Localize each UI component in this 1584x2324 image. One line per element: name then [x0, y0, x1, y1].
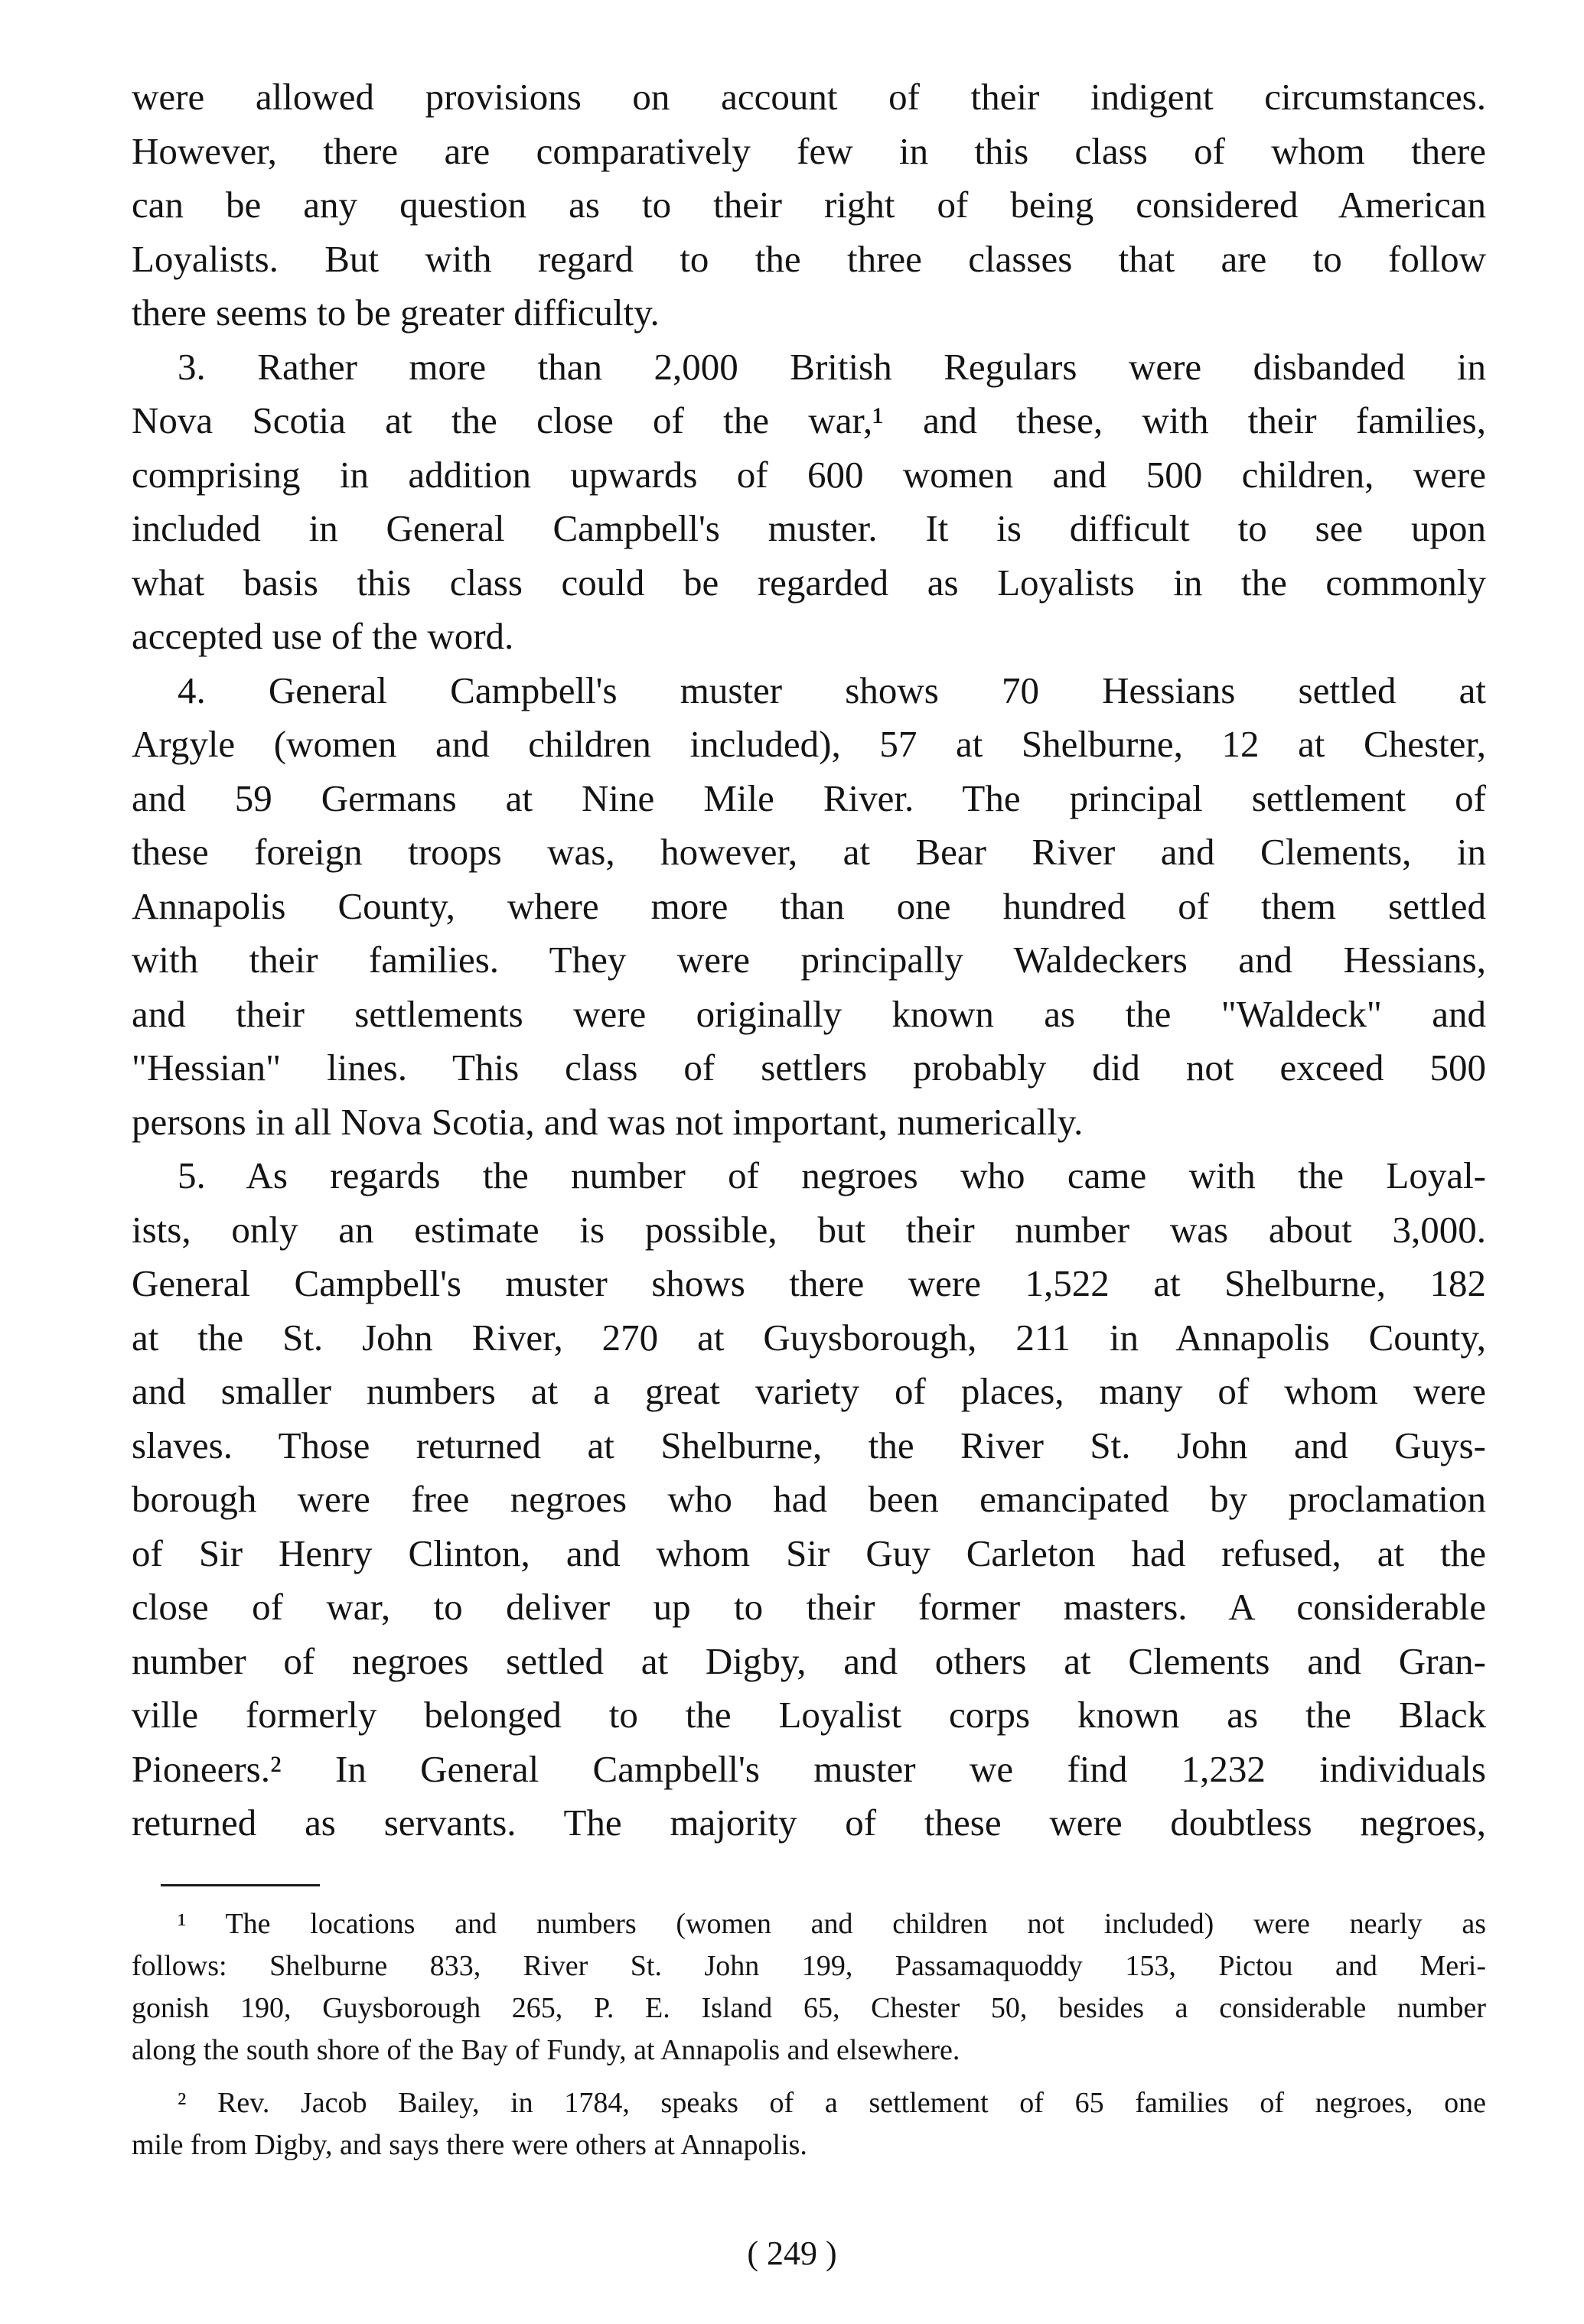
footnote-line: along the south shore of the Bay of Fundy, at Annapolis and elsewhere. — [132, 2034, 960, 2066]
text-line: were allowed provisions on account of their indigent circumstances. — [132, 76, 1486, 118]
text-line: there seems to be greater difficulty. — [132, 291, 660, 334]
text-line: and 59 Germans at Nine Mile River. The principal settlement of — [132, 776, 1486, 819]
text-line: of Sir Henry Clinton, and whom Sir Guy Carleton had refused, at the — [132, 1531, 1486, 1574]
footnote-line: gonish 190, Guysborough 265, P. E. Island 65, Chester 50, besides a considerable number — [132, 1992, 1486, 2024]
text-line: 4. General Campbell's muster shows 70 Hessians settled at — [178, 669, 1486, 711]
text-line: can be any question as to their right of being considered American — [132, 184, 1486, 226]
text-line: persons in all Nova Scotia, and was not important, numerically. — [132, 1100, 1084, 1143]
text-line: 5. As regards the number of negroes who came with the Loyal- — [178, 1154, 1486, 1196]
text-line: what basis this class could be regarded as Loyalists in the commonly — [132, 561, 1486, 604]
text-line: at the St. John River, 270 at Guysborough, 211 in Annapolis County, — [132, 1316, 1486, 1359]
text-line: Loyalists. But with regard to the three classes that are to follow — [132, 237, 1486, 280]
text-line: comprising in addition upwards of 600 women and 500 children, were — [132, 453, 1486, 496]
text-line: However, there are comparatively few in this class of whom there — [132, 129, 1486, 172]
footnote-rule — [161, 1884, 320, 1886]
text-line: 3. Rather more than 2,000 British Regulars were disbanded in — [178, 345, 1486, 388]
text-line: borough were free negroes who had been emancipated by proclamation — [132, 1478, 1486, 1520]
body-text — [132, 70, 1486, 1850]
text-line: ists, only an estimate is possible, but their number was about 3,000. — [132, 1208, 1486, 1251]
text-line: Argyle (women and children included), 57 at Shelburne, 12 at Chester, — [132, 723, 1486, 765]
text-line: returned as servants. The majority of these were doubtless negroes, — [132, 1802, 1486, 1844]
text-line: included in General Campbell's muster. It is difficult to see upon — [132, 507, 1486, 549]
text-line: with their families. They were principally Waldeckers and Hessians, — [132, 939, 1486, 981]
text-line: and their settlements were originally known as the "Waldeck" and — [132, 992, 1486, 1035]
page-number: ( 249 ) — [747, 2234, 837, 2272]
text-line: number of negroes settled at Digby, and others at Clements and Gran- — [132, 1639, 1486, 1682]
text-line: Pioneers.² In General Campbell's muster we find 1,232 individuals — [132, 1747, 1486, 1790]
text-line: "Hessian" lines. This class of settlers probably did not exceed 500 — [132, 1046, 1486, 1089]
text-line: close of war, to deliver up to their former masters. A considerable — [132, 1586, 1486, 1628]
text-line: Nova Scotia at the close of the war,¹ and these, with their families, — [132, 399, 1486, 441]
text-line: General Campbell's muster shows there were 1,522 at Shelburne, 182 — [132, 1262, 1486, 1304]
text-line: accepted use of the word. — [132, 615, 514, 657]
footnote-line: ¹ The locations and numbers (women and children not included) were nearly as — [178, 1908, 1486, 1940]
footnote-line: follows: Shelburne 833, River St. John 199, Passamaquoddy 153, Pictou and Meri- — [132, 1950, 1486, 1982]
text-line: Annapolis County, where more than one hundred of them settled — [132, 884, 1486, 927]
footnote-line: mile from Digby, and says there were others at Annapolis. — [132, 2129, 807, 2161]
footnotes — [132, 1903, 1486, 2166]
footnote-line: ² Rev. Jacob Bailey, in 1784, speaks of a settlement of 65 families of negroes, one — [178, 2087, 1486, 2119]
text-line: slaves. Those returned at Shelburne, the River St. John and Guys- — [132, 1424, 1486, 1466]
text-line: and smaller numbers at a great variety of places, many of whom were — [132, 1370, 1486, 1412]
text-line: ville formerly belonged to the Loyalist corps known as the Black — [132, 1694, 1486, 1736]
text-line: these foreign troops was, however, at Bear River and Clements, in — [132, 831, 1486, 873]
